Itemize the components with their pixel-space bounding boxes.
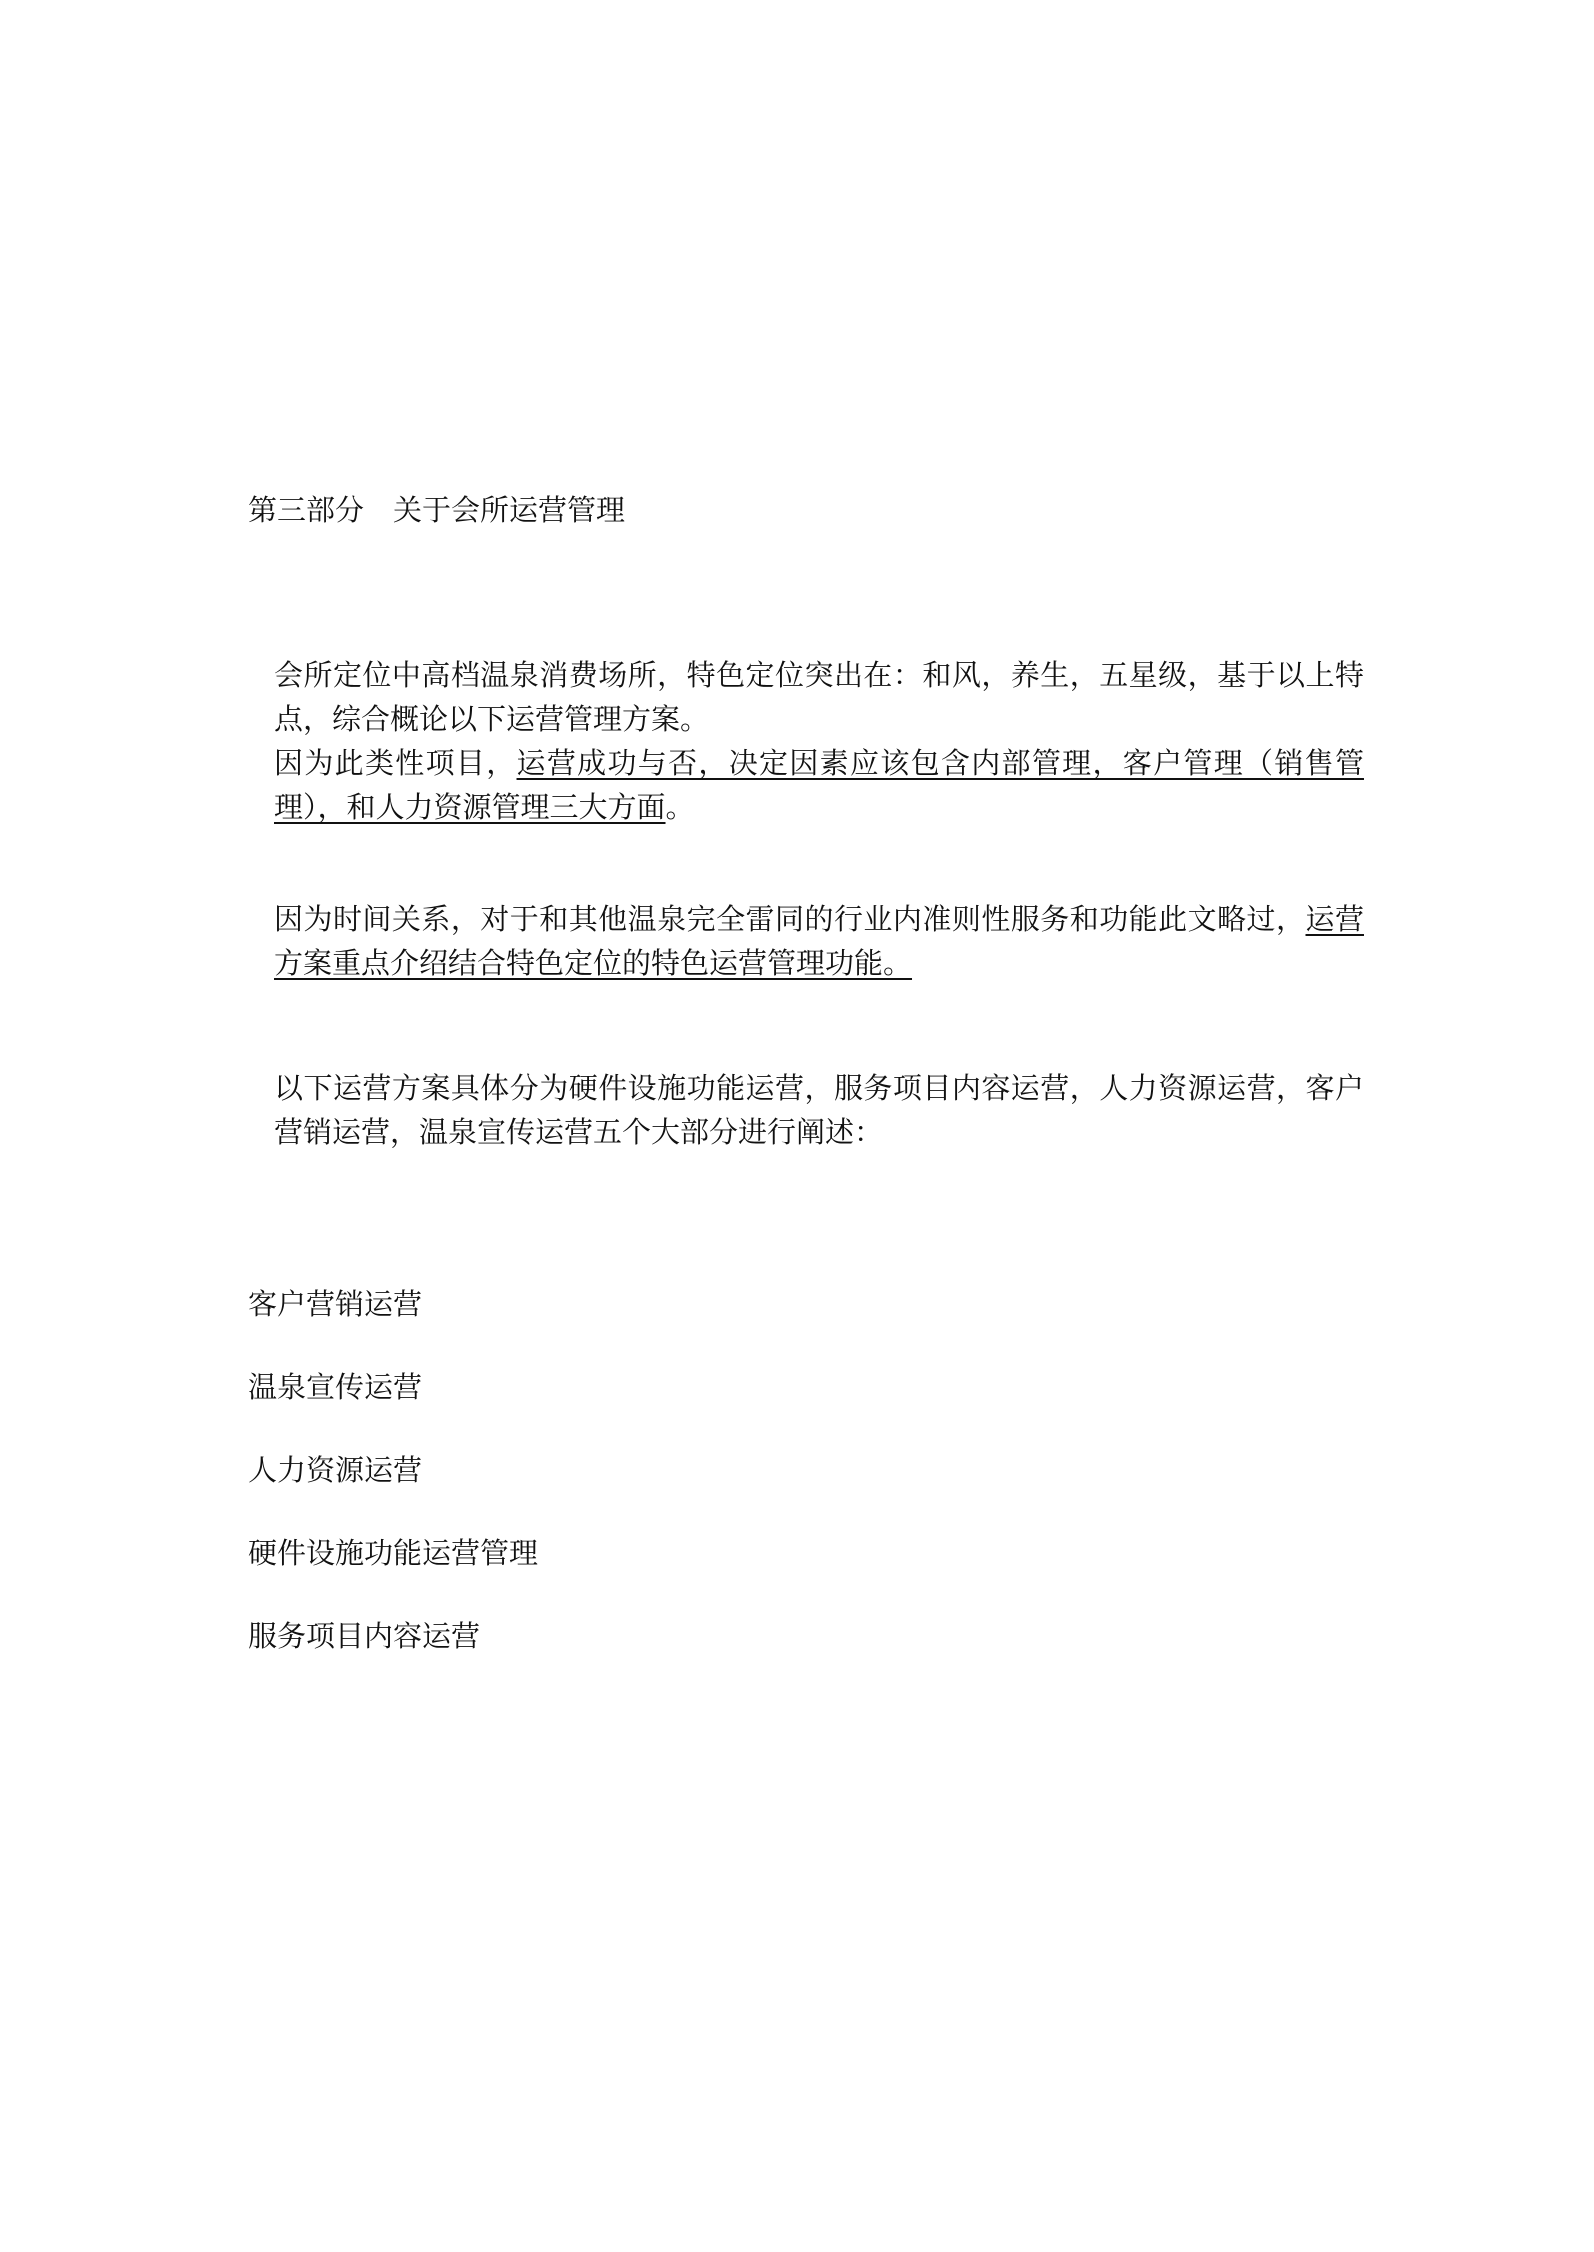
list-item: 硬件设施功能运营管理 <box>248 1536 539 1570</box>
intro-lead: 因为此类性项目， <box>274 746 517 780</box>
list-item: 温泉宣传运营 <box>248 1370 423 1404</box>
focus-paragraph <box>274 897 1364 985</box>
intro-paragraph <box>274 653 1364 829</box>
focus-underlined-text: 运营方案重点介绍结合特色定位的特色运营管理功能。 <box>274 902 1364 980</box>
outline-text: 以下运营方案具体分为硬件设施功能运营，服务项目内容运营，人力资源运营，客户营销运营，温泉宣传运营五个大部分进行阐述： <box>274 1071 1364 1149</box>
intro-tail: 。 <box>665 790 695 824</box>
list-item: 客户营销运营 <box>248 1287 423 1321</box>
intro-text: 会所定位中高档温泉消费场所，特色定位突出在：和风，养生，五星级，基于以上特点，综合概论以下运营管理方案。 <box>274 658 1364 736</box>
section-title: 第三部分 关于会所运营管理 <box>248 493 626 527</box>
intro-underlined-text: 运营成功与否，决定因素应该包含内部管理，客户管理（销售管理），和人力资源管理三大方面 <box>274 746 1364 824</box>
focus-lead: 因为时间关系，对于和其他温泉完全雷同的行业内准则性服务和功能此文略过， <box>274 902 1306 936</box>
list-item: 服务项目内容运营 <box>248 1619 481 1653</box>
outline-paragraph <box>274 1066 1364 1154</box>
list-item: 人力资源运营 <box>248 1453 423 1487</box>
